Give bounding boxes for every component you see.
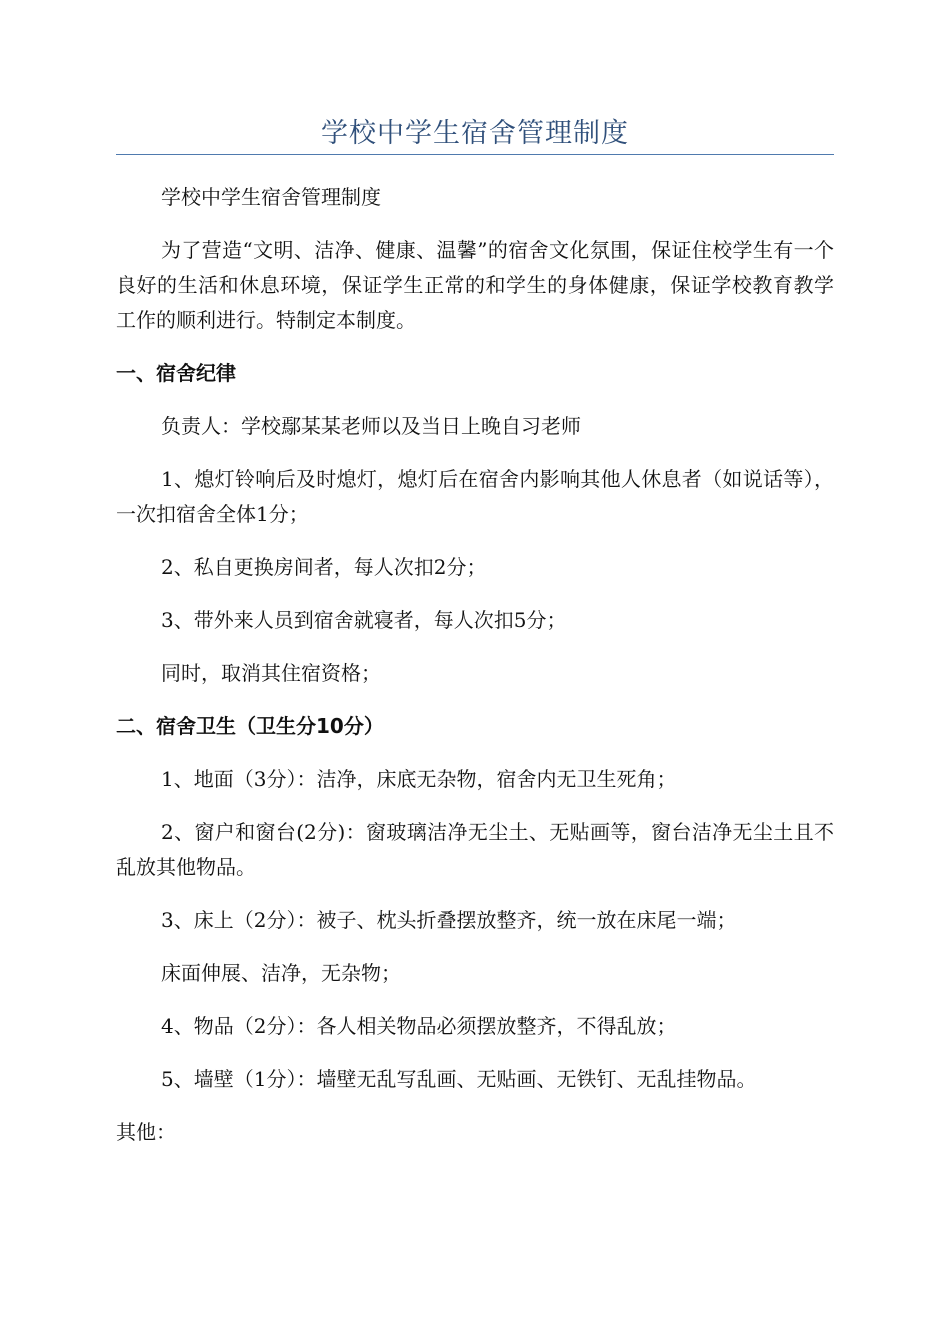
rule-paragraph: 同时，取消其住宿资格； (161, 661, 381, 685)
subtitle-paragraph: 学校中学生宿舍管理制度 (161, 185, 381, 209)
intro-paragraph: 为了营造“文明、洁净、健康、温馨”的宿舍文化氛围，保证住校学生有一个良好的生活和休息环境，保证学生正常的和学生的身体健康，保证学校教育教学工作的顺利进行。特制定本制度。 (116, 238, 834, 332)
rule-paragraph: 4、物品（2分）：各人相关物品必须摆放整齐，不得乱放； (161, 1014, 677, 1038)
rule-paragraph: 3、床上（2分）：被子、枕头折叠摆放整齐，统一放在床尾一端； (161, 908, 737, 932)
rule-paragraph: 3、带外来人员到宿舍就寝者，每人次扣5分； (161, 608, 567, 632)
rule-paragraph: 床面伸展、洁净，无杂物； (161, 961, 401, 985)
rule-paragraph: 1、熄灯铃响后及时熄灯，熄灯后在宿舍内影响其他人休息者（如说话等），一次扣宿舍全体1分； (116, 467, 834, 526)
rule-paragraph: 2、私自更换房间者，每人次扣2分； (161, 555, 487, 579)
rule-paragraph: 1、地面（3分）：洁净，床底无杂物，宿舍内无卫生死角； (161, 767, 677, 791)
section-heading-discipline: 一、宿舍纪律 (116, 361, 236, 385)
other-paragraph: 其他： (116, 1120, 176, 1144)
document-title: 学校中学生宿舍管理制度 (321, 118, 629, 149)
document-body (116, 180, 834, 1168)
rule-paragraph: 5、墙壁（1分）：墙壁无乱写乱画、无贴画、无铁钉、无乱挂物品。 (161, 1067, 757, 1091)
rule-paragraph: 2、窗户和窗台(2分)：窗玻璃洁净无尘土、无贴画等，窗台洁净无尘土且不乱放其他物品。 (116, 820, 834, 879)
section-heading-hygiene: 二、宿舍卫生（卫生分10分） (116, 714, 384, 738)
title-underline (116, 154, 834, 155)
responsible-person-paragraph: 负责人：学校鄢某某老师以及当日上晚自习老师 (161, 414, 581, 438)
